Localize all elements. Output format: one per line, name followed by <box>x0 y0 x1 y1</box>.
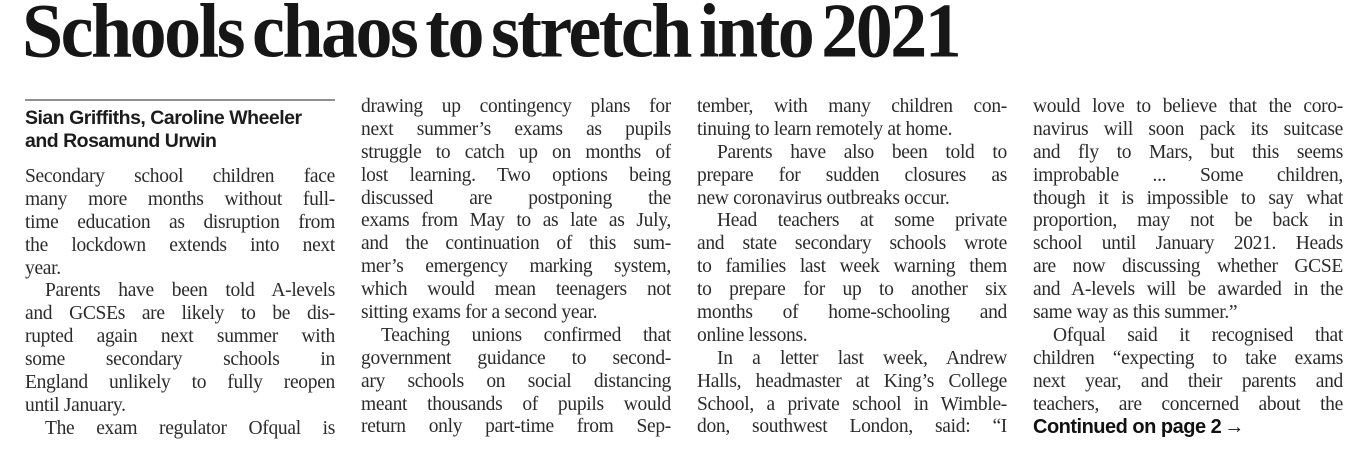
article-column-2 <box>361 96 671 441</box>
body-line: same way as this summer.” <box>1033 302 1238 324</box>
body-line: School, a private school in Wimble- <box>697 393 1007 415</box>
article-byline <box>25 107 335 152</box>
body-line: prepare for sudden closures as <box>697 164 1007 186</box>
article-column-1 <box>25 96 335 441</box>
body-line: navirus will soon pack its suitcase <box>1033 118 1343 140</box>
body-line: next year, and their parents and <box>1033 370 1343 392</box>
body-line: lost learning. Two options being <box>361 164 671 186</box>
body-line: Halls, headmaster at King’s College <box>697 370 1007 392</box>
byline-rule <box>25 99 335 101</box>
body-line: return only part-time from Sep- <box>361 416 671 438</box>
body-line: ary schools on social distancing <box>361 370 671 392</box>
body-line: improbable ... Some children, <box>1033 164 1343 186</box>
body-line: Parents have been told A-levels <box>45 280 335 302</box>
body-line: the lockdown extends into next <box>25 234 335 256</box>
continued-on-page-notice <box>1033 416 1343 439</box>
body-line: tinuing to learn remotely at home. <box>697 118 953 140</box>
body-line: though it is impossible to say what <box>1033 187 1343 209</box>
continued-label: Continued on page 2 <box>1033 416 1222 439</box>
byline-line: Sian Griffiths, Caroline Wheeler <box>25 107 302 129</box>
body-line: don, southwest London, said: “I <box>697 416 1007 438</box>
body-line: until January. <box>25 394 126 416</box>
body-line: Ofqual said it recognised that <box>1053 324 1343 346</box>
body-line: discussed are postponing the <box>361 187 671 209</box>
body-line: Head teachers at some private <box>717 210 1007 232</box>
body-line: struggle to catch up on months of <box>361 141 671 163</box>
body-line: children “expecting to take exams <box>1033 347 1343 369</box>
body-line: to families last week warning them <box>697 256 1007 278</box>
body-line: some secondary schools in <box>25 349 335 371</box>
arrow-right-icon: → <box>1224 416 1244 439</box>
body-line: proportion, may not be back in <box>1033 210 1343 232</box>
body-line: and GCSEs are likely to be dis- <box>25 303 335 325</box>
article-headline: Schools chaos to stretch into 2021 <box>22 0 960 75</box>
body-line: new coronavirus outbreaks occur. <box>697 187 950 209</box>
body-line: England unlikely to fully reopen <box>25 372 335 394</box>
byline-line: and Rosamund Urwin <box>25 129 217 152</box>
body-line: Teaching unions confirmed that <box>381 324 671 346</box>
body-line: government guidance to second- <box>361 347 671 369</box>
body-line: tember, with many children con- <box>697 96 1007 117</box>
body-line: would love to believe that the coro- <box>1033 96 1343 117</box>
article-column-3 <box>697 96 1007 441</box>
body-line: to prepare for up to another six <box>697 279 1007 301</box>
body-line: mer’s emergency marking system, <box>361 256 671 278</box>
body-line: months of home-schooling and <box>697 302 1007 324</box>
body-line: sitting exams for a second year. <box>361 302 598 324</box>
body-line: Secondary school children face <box>25 166 335 187</box>
body-line: online lessons. <box>697 324 808 346</box>
body-line: next summer’s exams as pupils <box>361 118 671 140</box>
body-line: which would mean teenagers not <box>361 279 671 301</box>
article-column-4 <box>1033 96 1343 441</box>
body-line: teachers, are concerned about the <box>1033 393 1343 415</box>
body-line: year. <box>25 257 61 279</box>
body-line: meant thousands of pupils would <box>361 393 671 415</box>
body-line: school until January 2021. Heads <box>1033 233 1343 255</box>
body-line: exams from May to as late as July, <box>361 210 671 232</box>
body-line: and fly to Mars, but this seems <box>1033 141 1343 163</box>
article-columns <box>25 96 1343 441</box>
body-line: Parents have also been told to <box>717 141 1007 163</box>
body-line: rupted again next summer with <box>25 326 335 348</box>
body-line: drawing up contingency plans for <box>361 96 671 117</box>
body-line: time education as disruption from <box>25 211 335 233</box>
body-line: and state secondary schools wrote <box>697 233 1007 255</box>
body-line: many more months without full- <box>25 188 335 210</box>
body-line: and the continuation of this sum- <box>361 233 671 255</box>
body-line: are now discussing whether GCSE <box>1033 256 1343 278</box>
body-line: The exam regulator Ofqual is <box>45 417 335 439</box>
body-line: and A-levels will be awarded in the <box>1033 279 1343 301</box>
body-line: In a letter last week, Andrew <box>717 347 1007 369</box>
